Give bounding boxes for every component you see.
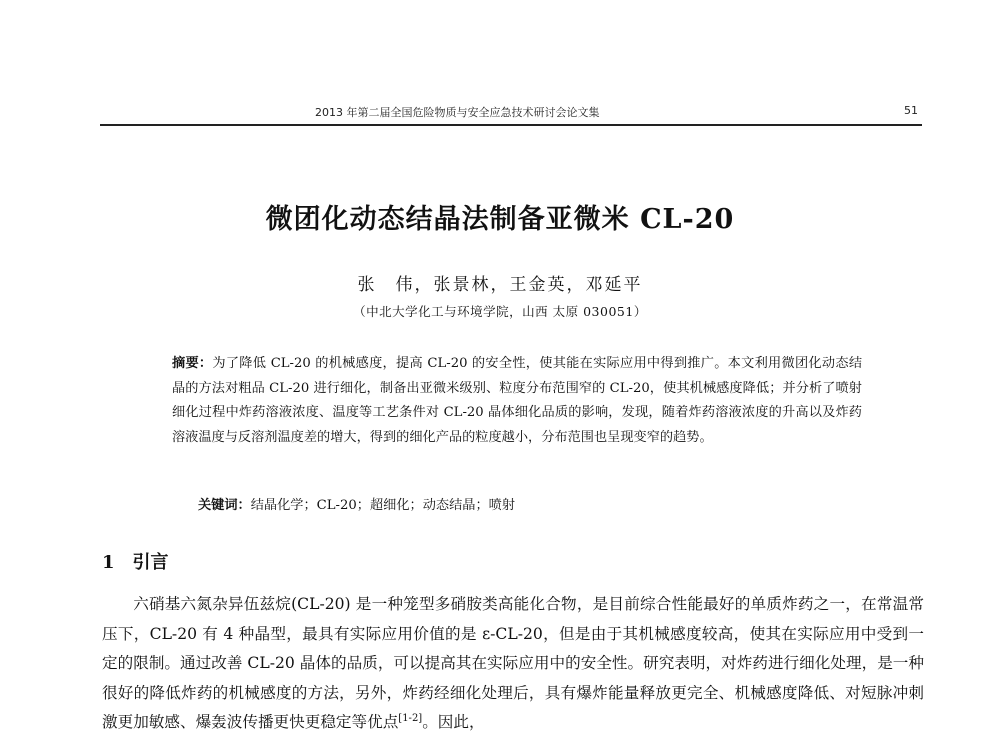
abstract-text: 为了降低 CL-20 的机械感度，提高 CL-20 的安全性，使其能在实际应用中得到推广。本文利用微团化动态结晶的方法对粗品 CL-20 进行细化，制备出亚微米级别、粒度分布范围窄的 CL-20，使其机械感度降低；并分析了喷射细化过程中炸药溶液浓度、温度等工艺条件对 CL-20 晶体细化品质的影响，发现，随着炸药溶液浓度的升高以及炸药溶液温度与反溶剂温度差的增大，得到的细化产品的粒度越小，分布范围也呈现变窄的趋势。 [172,356,863,445]
keywords [198,494,515,513]
section-heading [102,548,169,574]
authors: 张 伟，张景林，王金英，邓延平 [357,275,643,295]
paragraph-text: 六硝基六氮杂异伍兹烷(CL-20) 是一种笼型多硝胺类高能化合物，是目前综合性能最好的单质炸药之一，在常温常压下，CL-20 有 4 种晶型，最具有实际应用价值的是 ε-CL-20，但是由于其机械感度较高，使其在实际应用中受到一定的限制。通过改善 CL-20 晶体的品质，可以提高其在实际应用中的安全性。研究表明，对炸药进行细化处理，是一种很好的降低炸药的机械感度的方法，另外，炸药经细化处理后，具有爆炸能量释放更完全、机械感度降低、对短脉冲刺激更加敏感、爆轰波传播更快更稳定等优点 [102,595,924,731]
affiliation: （中北大学化工与环境学院，山西 太原 030051） [353,304,647,319]
citation: [1-2] [398,712,423,724]
paragraph-tail: 。因此， [422,713,485,731]
keywords-label: 关键词： [198,498,251,513]
section-title: 引言 [132,552,169,573]
abstract [172,352,862,450]
keywords-text: 结晶化学；CL-20；超细化；动态结晶；喷射 [250,498,516,513]
page-number: 51 [904,104,918,117]
journal-title: 2013 年第二届全国危险物质与安全应急技术研讨会论文集 [315,106,600,119]
abstract-label: 摘要： [172,356,213,371]
paragraph [102,590,924,738]
body-text [102,590,924,738]
running-header [110,104,920,122]
header-rule [100,124,922,126]
section-number: 1 [102,552,115,573]
paper-title: 微团化动态结晶法制备亚微米 CL-20 [265,204,735,235]
